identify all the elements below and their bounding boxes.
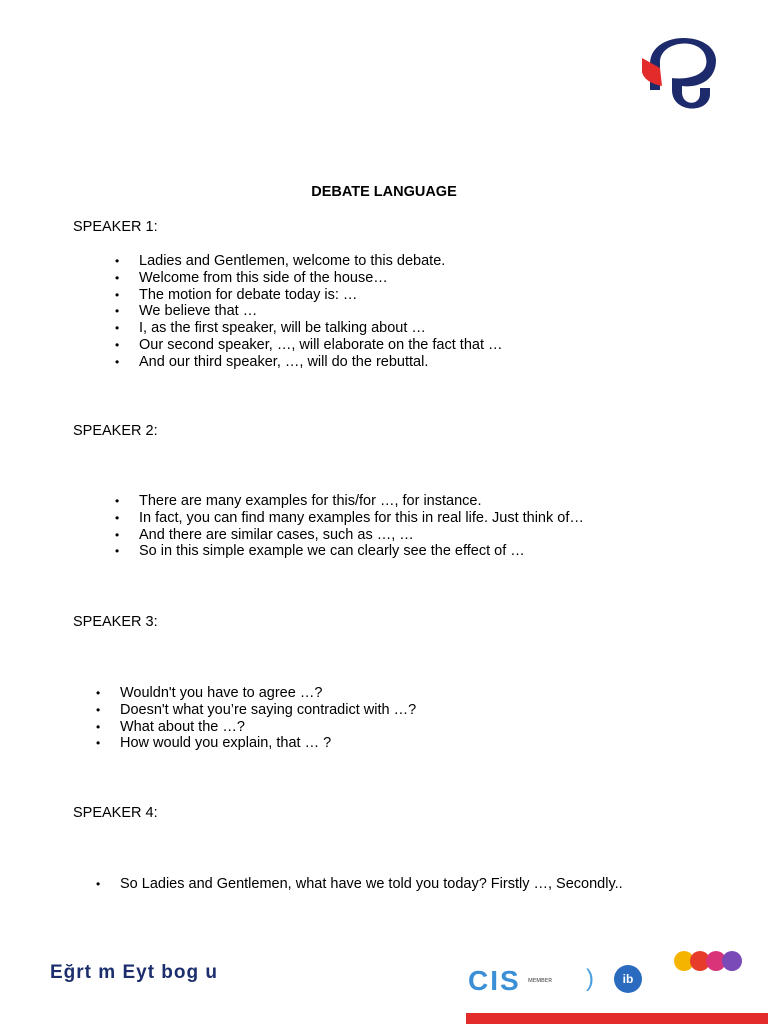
speaker-4-heading: SPEAKER 4: [73,805,158,821]
speaker-2-list [139,493,584,560]
list-item: • Ladies and Gentlemen, welcome to this debate. [139,253,503,270]
list-item: • I, as the first speaker, will be talking about … [139,320,503,337]
ib-logo: ib [614,965,642,993]
document-title: DEBATE LANGUAGE [311,184,457,200]
color-dots-logo [672,949,744,973]
list-item: • And our third speaker, …, will do the rebuttal. [139,354,503,371]
dot-purple-icon [722,951,742,971]
footer-red-bar [466,1013,768,1024]
list-item: • And there are similar cases, such as …, … [139,527,584,544]
list-item: • Our second speaker, …, will elaborate on the fact that … [139,337,503,354]
list-item: • There are many examples for this/for …, for instance. [139,493,584,510]
list-item: • What about the …? [120,719,416,736]
list-item: • Doesn't what you’re saying contradict with …? [120,702,416,719]
paren-mark: ) [586,965,594,992]
footer-accreditation-logos [466,945,768,1024]
cis-member-text: ᴍᴇᴍʙᴇʀ [528,977,552,984]
list-item: • The motion for debate today is: … [139,287,503,304]
speaker-2-heading: SPEAKER 2: [73,423,158,439]
speaker-1-heading: SPEAKER 1: [73,219,158,235]
speaker-3-list [120,685,416,752]
list-item: • We believe that … [139,303,503,320]
cis-logo: CIS [468,965,521,996]
speaker-3-heading: SPEAKER 3: [73,614,158,630]
list-item: • So in this simple example we can clearly see the effect of … [139,543,584,560]
list-item: • How would you explain, that … ? [120,735,416,752]
speaker-1-list [139,253,503,371]
list-item: • Welcome from this side of the house… [139,270,503,287]
list-item: • In fact, you can find many examples for this in real life. Just think of… [139,510,584,527]
list-item: • So Ladies and Gentlemen, what have we told you today? Firstly …, Secondly.. [120,876,623,893]
list-item: • Wouldn't you have to agree …? [120,685,416,702]
speaker-4-list [120,876,623,893]
footer-school-name: Eğrt m Eyt bog u [50,962,218,983]
school-logo [640,30,716,126]
